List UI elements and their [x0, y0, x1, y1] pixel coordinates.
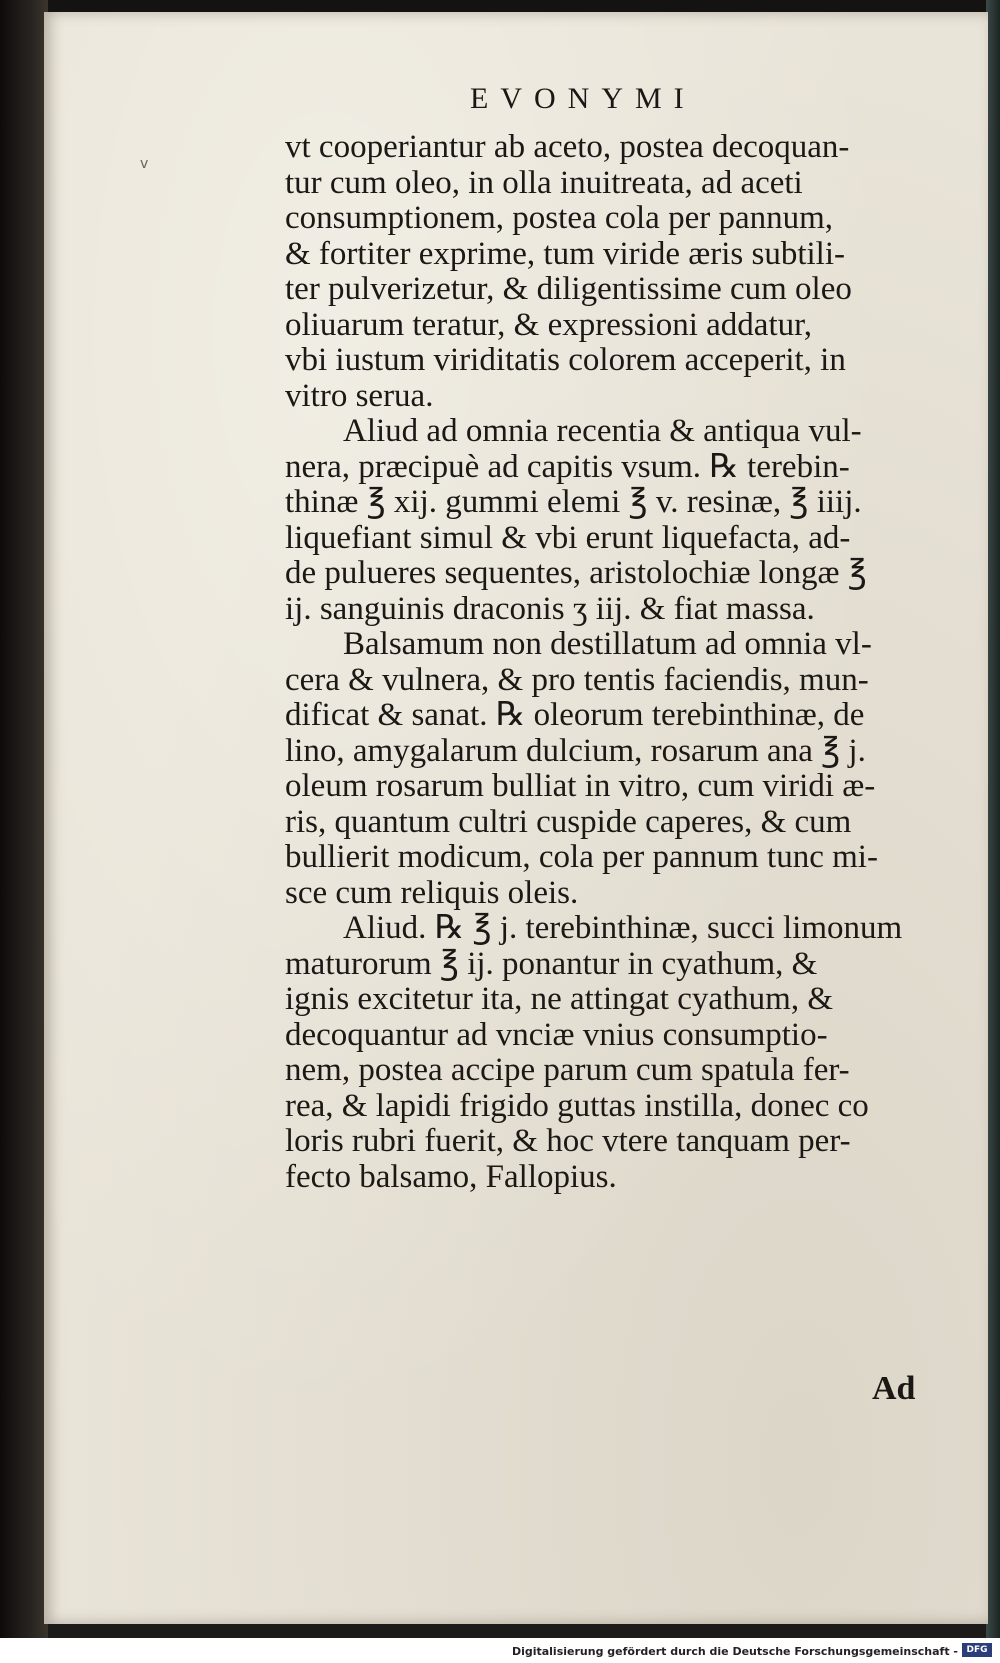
text-line: ris, quantum cultri cuspide caperes, & cum [285, 803, 852, 840]
text-line: vitro serua. [285, 377, 434, 414]
text-line: ignis excitetur ita, ne attingat cyathum, & [285, 981, 834, 1017]
text-line: cera & vulnera, & pro tentis faciendis, mun- [285, 661, 869, 698]
text-line: thinæ ℥ xij. gummi elemi ℥ v. resinæ, ℥ iiij. [285, 484, 862, 520]
dfg-logo: DFG [962, 1643, 992, 1657]
text-line: & fortiter exprime, tum viride æris subtili- [285, 235, 845, 272]
catchword: Ad [872, 1370, 916, 1407]
text-line: decoquantur ad vnciæ vnius consumptio- [285, 1016, 828, 1053]
text-line: tur cum oleo, in olla inuitreata, ad aceti [285, 164, 803, 201]
book-binding-edge [0, 0, 48, 1663]
text-line: nem, postea accipe parum cum spatula fer- [285, 1052, 850, 1088]
paragraph [285, 130, 950, 414]
text-line: vt cooperiantur ab aceto, postea decoquan- [285, 129, 850, 165]
text-line: nera, præcipuè ad capitis vsum. ℞ terebin- [285, 448, 850, 485]
text-line: dificat & sanat. ℞ oleorum terebinthinæ, de [285, 697, 865, 733]
scan-right-edge [986, 0, 1000, 1663]
text-line: bullierit modicum, cola per pannum tunc mi- [285, 839, 878, 875]
text-line: fecto balsamo, Fallopius. [285, 1158, 617, 1195]
running-head: EVONYMI [470, 82, 696, 115]
text-line: maturorum ℥ ij. ponantur in cyathum, & [285, 945, 818, 982]
text-line: lino, amygalarum dulcium, rosarum ana ℥ j. [285, 732, 866, 769]
text-line: rea, & lapidi frigido guttas instilla, donec co [285, 1087, 869, 1124]
body-text [285, 130, 950, 1195]
paragraph [285, 414, 950, 627]
text-line: oleum rosarum bulliat in vitro, cum viridi æ- [285, 768, 876, 804]
paragraph [285, 911, 950, 1195]
text-line: consumptionem, postea cola per pannum, [285, 200, 834, 236]
text-line: vbi iustum viriditatis colorem acceperit, in [285, 342, 846, 378]
text-line: ter pulverizetur, & diligentissime cum oleo [285, 271, 852, 307]
margin-mark: v [140, 156, 149, 172]
text-line: liquefiant simul & vbi erunt liquefacta, ad- [285, 519, 851, 556]
paragraph [285, 627, 950, 911]
text-line: ij. sanguinis draconis ʒ iij. & fiat massa. [285, 590, 815, 627]
text-line: de pulueres sequentes, aristolochiæ longæ ℥ [285, 555, 867, 591]
text-line: Balsamum non destillatum ad omnia vl- [343, 626, 872, 662]
text-line: Aliud. ℞ ℥ j. terebinthinæ, succi limonum [343, 910, 903, 946]
text-line: loris rubri fuerit, & hoc vtere tanquam per- [285, 1123, 851, 1159]
text-line: oliuarum teratur, & expressioni addatur, [285, 306, 813, 343]
text-line: Aliud ad omnia recentia & antiqua vul- [343, 413, 862, 449]
text-line: sce cum reliquis oleis. [285, 874, 579, 911]
digitization-credit: Digitalisierung gefördert durch die Deutsche Forschungsgemeinschaft - [511, 1645, 958, 1658]
